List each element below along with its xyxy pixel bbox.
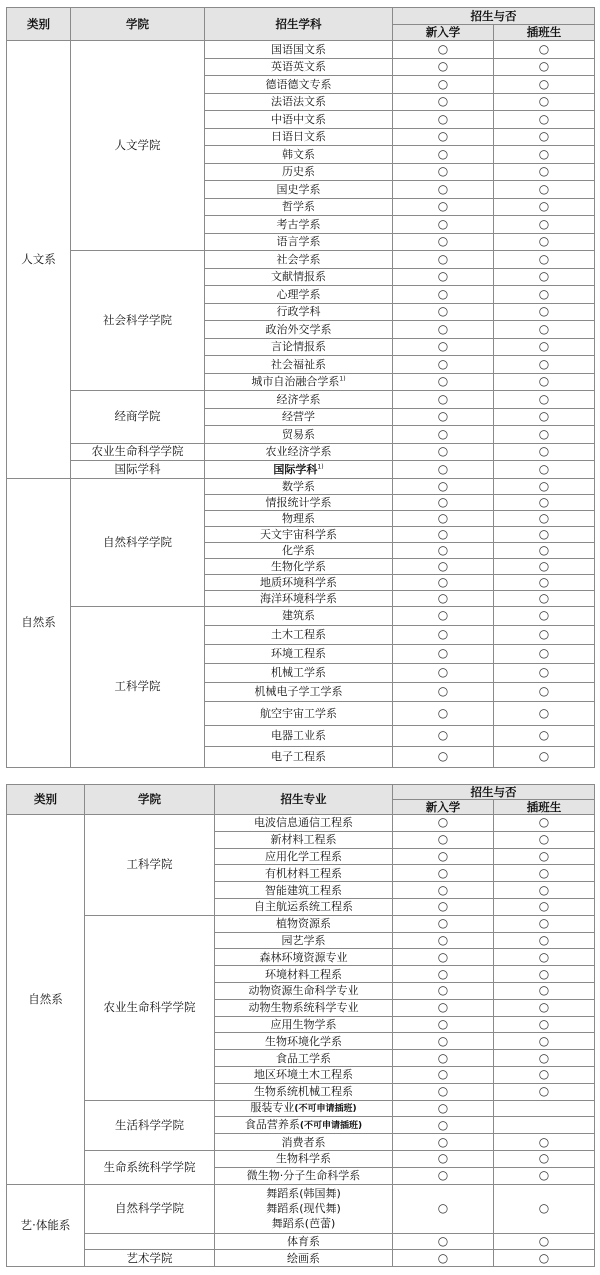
major-cell: 森林环境资源专业 <box>215 949 393 966</box>
major-cell: 消费者系 <box>215 1134 393 1151</box>
major-cell: 地质环境科学系 <box>205 574 393 590</box>
category-cell: 自然系 <box>7 815 85 1185</box>
transfer-mark: ○ <box>494 1250 595 1267</box>
transfer-mark: ○ <box>494 982 595 999</box>
transfer-mark: ○ <box>494 526 595 542</box>
major-cell <box>205 373 393 391</box>
new-mark: ○ <box>393 1134 494 1151</box>
new-mark: ○ <box>393 286 494 304</box>
new-mark: ○ <box>393 408 494 426</box>
new-mark: ○ <box>393 391 494 409</box>
transfer-mark: ○ <box>494 682 595 701</box>
header-new: 新入学 <box>393 800 494 815</box>
major-cell: 德语德文专系 <box>205 76 393 94</box>
major-cell: 贸易系 <box>205 426 393 444</box>
new-mark: ○ <box>393 356 494 374</box>
transfer-mark: ○ <box>494 356 595 374</box>
new-mark: ○ <box>393 1050 494 1067</box>
transfer-mark: ○ <box>494 1016 595 1033</box>
transfer-mark: ○ <box>494 574 595 590</box>
major-cell: 语言学系 <box>205 233 393 251</box>
major-cell: 微生物·分子生命科学系 <box>215 1167 393 1184</box>
major-cell: 日语日文系 <box>205 128 393 146</box>
new-mark: ○ <box>393 181 494 199</box>
new-mark: ○ <box>393 606 494 625</box>
transfer-mark: ○ <box>494 746 595 767</box>
new-mark: ○ <box>393 982 494 999</box>
major-cell: 环境材料工程系 <box>215 966 393 983</box>
major-cell: 应用化学工程系 <box>215 848 393 865</box>
transfer-mark: ○ <box>494 999 595 1016</box>
major-cell: 海洋环境科学系 <box>205 590 393 606</box>
transfer-mark: ○ <box>494 701 595 725</box>
major-cell: 英语英文系 <box>205 58 393 76</box>
transfer-mark: ○ <box>494 443 595 461</box>
new-mark: ○ <box>393 682 494 701</box>
new-mark: ○ <box>393 526 494 542</box>
new-mark: ○ <box>393 233 494 251</box>
college-cell-empty <box>85 1233 215 1250</box>
transfer-mark: ○ <box>494 848 595 865</box>
major-cell <box>215 1117 393 1134</box>
major-cell: 文献情报系 <box>205 268 393 286</box>
college-cell: 人文学院 <box>71 41 205 251</box>
transfer-mark: ○ <box>494 1050 595 1067</box>
major-cell: 新材料工程系 <box>215 831 393 848</box>
new-mark: ○ <box>393 848 494 865</box>
new-mark: ○ <box>393 701 494 725</box>
major-cell: 经济学系 <box>205 391 393 409</box>
new-mark: ○ <box>393 574 494 590</box>
transfer-mark: ○ <box>494 181 595 199</box>
transfer-mark: ○ <box>494 1066 595 1083</box>
new-mark: ○ <box>393 338 494 356</box>
major-cell: 动物生物系统科学专业 <box>215 999 393 1016</box>
header-college: 学院 <box>71 8 205 41</box>
new-mark: ○ <box>393 478 494 494</box>
college-cell: 工科学院 <box>85 815 215 916</box>
no-transfer-note: (不可申请插班) <box>299 1120 363 1131</box>
major-cell: 建筑系 <box>205 606 393 625</box>
transfer-mark: ○ <box>494 865 595 882</box>
transfer-mark: ○ <box>494 58 595 76</box>
new-mark: ○ <box>393 1150 494 1167</box>
major-cell: 国史学系 <box>205 181 393 199</box>
new-mark: ○ <box>393 949 494 966</box>
major-cell: 应用生物学系 <box>215 1016 393 1033</box>
new-mark: ○ <box>393 146 494 164</box>
transfer-mark: ○ <box>494 93 595 111</box>
major-cell: 社会学系 <box>205 251 393 269</box>
transfer-mark: ○ <box>494 1167 595 1184</box>
major-cell: 农业经济学系 <box>205 443 393 461</box>
new-mark: ○ <box>393 1066 494 1083</box>
new-mark: ○ <box>393 268 494 286</box>
new-mark: ○ <box>393 216 494 234</box>
major-cell: 园艺学系 <box>215 932 393 949</box>
transfer-mark: ○ <box>494 1083 595 1100</box>
footnote-mark: 1) <box>339 375 346 383</box>
major-cell: 自主航运系统工程系 <box>215 898 393 915</box>
major-cell: 电子工程系 <box>205 746 393 767</box>
new-mark: ○ <box>393 1184 494 1233</box>
new-mark: ○ <box>393 590 494 606</box>
transfer-mark: ○ <box>494 1033 595 1050</box>
major-cell: 生物化学系 <box>205 558 393 574</box>
new-mark: ○ <box>393 426 494 444</box>
transfer-mark: ○ <box>494 510 595 526</box>
transfer-mark: ○ <box>494 216 595 234</box>
transfer-mark: ○ <box>494 128 595 146</box>
new-mark: ○ <box>393 461 494 479</box>
major-cell: 环境工程系 <box>205 644 393 663</box>
transfer-mark: ○ <box>494 198 595 216</box>
transfer-mark: ○ <box>494 233 595 251</box>
major-cell: 政治外交学系 <box>205 321 393 339</box>
transfer-mark: ○ <box>494 882 595 899</box>
college-cell: 经商学院 <box>71 391 205 444</box>
new-mark: ○ <box>393 644 494 663</box>
major-cell: 航空宇宙工学系 <box>205 701 393 725</box>
transfer-mark: ○ <box>494 391 595 409</box>
header-category: 类别 <box>7 785 85 815</box>
transfer-mark: ○ <box>494 426 595 444</box>
new-mark: ○ <box>393 1100 494 1117</box>
new-mark: ○ <box>393 1033 494 1050</box>
transfer-mark: ○ <box>494 558 595 574</box>
transfer-mark: ○ <box>494 644 595 663</box>
college-cell: 自然科学学院 <box>71 478 205 606</box>
category-cell: 艺·体能系 <box>7 1184 85 1267</box>
admission-table-1 <box>6 7 595 768</box>
transfer-mark: ○ <box>494 1233 595 1250</box>
new-mark: ○ <box>393 303 494 321</box>
new-mark: ○ <box>393 815 494 832</box>
new-mark: ○ <box>393 163 494 181</box>
category-cell: 人文系 <box>7 41 71 479</box>
transfer-empty <box>494 1100 595 1117</box>
new-mark: ○ <box>393 865 494 882</box>
new-mark: ○ <box>393 542 494 558</box>
header-transfer: 插班生 <box>494 800 595 815</box>
transfer-mark: ○ <box>494 625 595 644</box>
new-mark: ○ <box>393 251 494 269</box>
major-cell <box>215 1100 393 1117</box>
major-cell: 电器工业系 <box>205 725 393 746</box>
header-major: 招生学科 <box>205 8 393 41</box>
new-mark: ○ <box>393 41 494 59</box>
major-name: 国际学科 <box>273 462 318 476</box>
new-mark: ○ <box>393 1117 494 1134</box>
major-cell: 生物科学系 <box>215 1150 393 1167</box>
college-cell: 农业生命科学学院 <box>85 915 215 1100</box>
header-college: 学院 <box>85 785 215 815</box>
major-cell: 食品工学系 <box>215 1050 393 1067</box>
transfer-mark: ○ <box>494 949 595 966</box>
major-cell: 数学系 <box>205 478 393 494</box>
major-cell: 电波信息通信工程系 <box>215 815 393 832</box>
major-cell: 植物资源系 <box>215 915 393 932</box>
transfer-mark: ○ <box>494 898 595 915</box>
new-mark: ○ <box>393 494 494 510</box>
major-name: 舞蹈系(韩国舞) <box>266 1187 341 1201</box>
new-mark: ○ <box>393 1083 494 1100</box>
major-cell: 考古学系 <box>205 216 393 234</box>
new-mark: ○ <box>393 128 494 146</box>
new-mark: ○ <box>393 625 494 644</box>
new-mark: ○ <box>393 58 494 76</box>
transfer-mark: ○ <box>494 461 595 479</box>
major-name: 服装专业 <box>250 1100 295 1114</box>
major-cell: 化学系 <box>205 542 393 558</box>
major-cell: 物理系 <box>205 510 393 526</box>
transfer-mark: ○ <box>494 41 595 59</box>
header-transfer: 插班生 <box>494 25 595 41</box>
new-mark: ○ <box>393 1167 494 1184</box>
major-cell: 行政学科 <box>205 303 393 321</box>
transfer-mark: ○ <box>494 966 595 983</box>
major-cell: 智能建筑工程系 <box>215 882 393 899</box>
transfer-mark: ○ <box>494 408 595 426</box>
transfer-mark: ○ <box>494 111 595 129</box>
major-cell: 土木工程系 <box>205 625 393 644</box>
major-name: 舞蹈系(现代舞) <box>266 1202 341 1216</box>
footnote-mark: 1) <box>317 463 324 471</box>
no-transfer-note: (不可申请插班) <box>294 1103 357 1114</box>
major-cell: 体育系 <box>215 1233 393 1250</box>
major-cell: 哲学系 <box>205 198 393 216</box>
transfer-mark: ○ <box>494 1150 595 1167</box>
transfer-mark: ○ <box>494 268 595 286</box>
header-admission: 招生与否 <box>393 8 595 25</box>
new-mark: ○ <box>393 932 494 949</box>
major-cell: 社会福祉系 <box>205 356 393 374</box>
new-mark: ○ <box>393 882 494 899</box>
new-mark: ○ <box>393 999 494 1016</box>
header-admission: 招生与否 <box>393 785 595 800</box>
new-mark: ○ <box>393 898 494 915</box>
major-cell <box>205 461 393 479</box>
major-cell: 动物资源生命科学专业 <box>215 982 393 999</box>
transfer-mark: ○ <box>494 146 595 164</box>
new-mark: ○ <box>393 321 494 339</box>
new-mark: ○ <box>393 93 494 111</box>
major-cell: 国语国文系 <box>205 41 393 59</box>
major-cell: 心理学系 <box>205 286 393 304</box>
transfer-mark: ○ <box>494 303 595 321</box>
header-major: 招生专业 <box>215 785 393 815</box>
major-cell: 中语中文系 <box>205 111 393 129</box>
new-mark: ○ <box>393 1250 494 1267</box>
college-cell: 农业生命科学学院 <box>71 443 205 461</box>
college-cell: 社会科学学院 <box>71 251 205 391</box>
major-name: 舞蹈系(芭蕾) <box>271 1217 336 1231</box>
major-cell: 生物系统机械工程系 <box>215 1083 393 1100</box>
major-cell: 机械工学系 <box>205 663 393 682</box>
new-mark: ○ <box>393 373 494 391</box>
transfer-mark: ○ <box>494 494 595 510</box>
major-cell: 韩文系 <box>205 146 393 164</box>
transfer-mark: ○ <box>494 590 595 606</box>
major-cell <box>215 1184 393 1233</box>
new-mark: ○ <box>393 746 494 767</box>
transfer-mark: ○ <box>494 373 595 391</box>
new-mark: ○ <box>393 443 494 461</box>
transfer-mark: ○ <box>494 932 595 949</box>
transfer-mark: ○ <box>494 1134 595 1151</box>
college-cell: 工科学院 <box>71 606 205 767</box>
new-mark: ○ <box>393 831 494 848</box>
transfer-mark: ○ <box>494 606 595 625</box>
major-cell: 有机材料工程系 <box>215 865 393 882</box>
transfer-mark: ○ <box>494 915 595 932</box>
transfer-empty <box>494 1117 595 1134</box>
new-mark: ○ <box>393 510 494 526</box>
major-cell: 机械电子学工学系 <box>205 682 393 701</box>
transfer-mark: ○ <box>494 76 595 94</box>
transfer-mark: ○ <box>494 815 595 832</box>
college-cell: 生活科学学院 <box>85 1100 215 1150</box>
transfer-mark: ○ <box>494 1184 595 1233</box>
major-cell: 天文宇宙科学系 <box>205 526 393 542</box>
new-mark: ○ <box>393 198 494 216</box>
admission-table-2 <box>6 784 595 1267</box>
college-cell: 艺术学院 <box>85 1250 215 1267</box>
new-mark: ○ <box>393 76 494 94</box>
new-mark: ○ <box>393 966 494 983</box>
major-cell: 地区环境土木工程系 <box>215 1066 393 1083</box>
header-category: 类别 <box>7 8 71 41</box>
college-cell: 生命系统科学学院 <box>85 1150 215 1184</box>
new-mark: ○ <box>393 663 494 682</box>
new-mark: ○ <box>393 1233 494 1250</box>
major-cell: 绘画系 <box>215 1250 393 1267</box>
transfer-mark: ○ <box>494 321 595 339</box>
transfer-mark: ○ <box>494 831 595 848</box>
transfer-mark: ○ <box>494 478 595 494</box>
header-new: 新入学 <box>393 25 494 41</box>
transfer-mark: ○ <box>494 663 595 682</box>
major-cell: 言论情报系 <box>205 338 393 356</box>
transfer-mark: ○ <box>494 542 595 558</box>
new-mark: ○ <box>393 558 494 574</box>
transfer-mark: ○ <box>494 725 595 746</box>
major-name: 食品营养系 <box>244 1117 300 1131</box>
new-mark: ○ <box>393 915 494 932</box>
transfer-mark: ○ <box>494 251 595 269</box>
major-cell: 情报统计学系 <box>205 494 393 510</box>
new-mark: ○ <box>393 725 494 746</box>
college-cell: 自然科学学院 <box>85 1184 215 1233</box>
new-mark: ○ <box>393 1016 494 1033</box>
major-cell: 历史系 <box>205 163 393 181</box>
new-mark: ○ <box>393 111 494 129</box>
major-cell: 法语法文系 <box>205 93 393 111</box>
major-name: 城市自治融合学系 <box>251 375 340 389</box>
major-cell: 生物环境化学系 <box>215 1033 393 1050</box>
transfer-mark: ○ <box>494 338 595 356</box>
transfer-mark: ○ <box>494 286 595 304</box>
transfer-mark: ○ <box>494 163 595 181</box>
category-cell: 自然系 <box>7 478 71 767</box>
college-cell: 国际学科 <box>71 461 205 479</box>
major-cell: 经营学 <box>205 408 393 426</box>
